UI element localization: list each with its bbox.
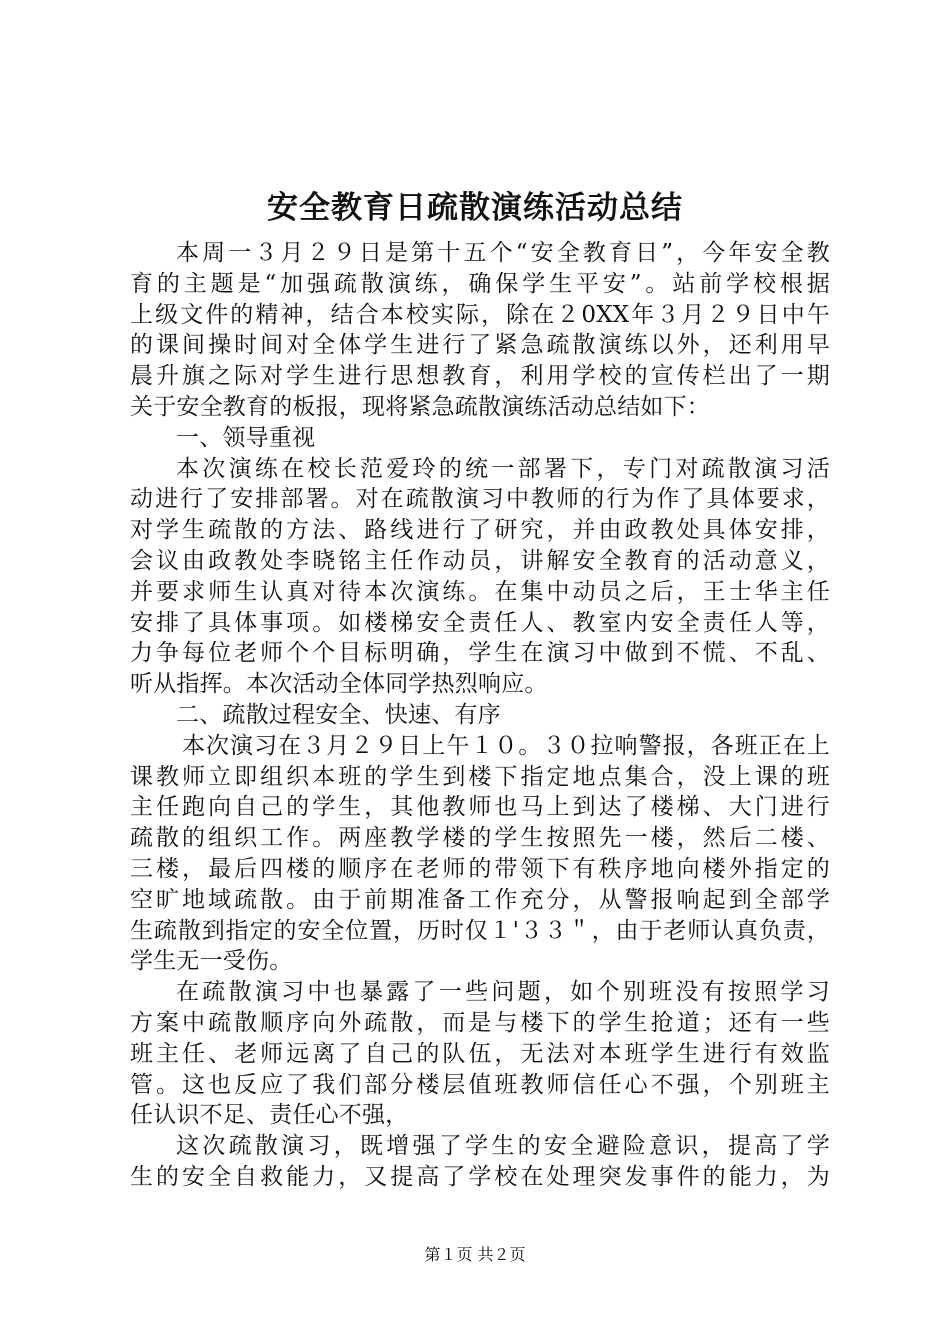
body-line: 班主任、老师远离了自己的队伍，无法对本班学生进行有效监: [130, 1040, 830, 1067]
body-line: 晨升旗之际对学生进行思想教育，利用学校的宣传栏出了一期: [130, 363, 830, 390]
page-footer: 第１页 共２页: [424, 1245, 526, 1264]
body-line: 这次疏散演习，既增强了学生的安全避险意识，提高了学: [176, 1133, 830, 1160]
body-line: 课教师立即组织本班的学生到楼下指定地点集合，没上课的班: [130, 763, 830, 790]
body-line: 对学生疏散的方法、路线进行了研究，并由政教处具体安排，: [130, 517, 830, 544]
body-line: 三楼，最后四楼的顺序在老师的带领下有秩序地向楼外指定的: [130, 855, 830, 882]
body-line: 在疏散演习中也暴露了一些问题，如个别班没有按照学习: [176, 979, 830, 1006]
body-line: 任认识不足、责任心不强，: [130, 1102, 409, 1129]
body-line: 管。这也反应了我们部分楼层值班教师信任心不强，个别班主: [130, 1071, 830, 1098]
section-heading: 二、疏散过程安全、快速、有序: [176, 701, 501, 728]
body-line: 生的安全自救能力，又提高了学校在处理突发事件的能力，为: [130, 1163, 830, 1190]
body-line: 听从指挥。本次活动全体同学热烈响应。: [130, 671, 548, 698]
body-line: 学生无一受伤。: [130, 948, 293, 975]
document-body: [130, 238, 830, 1193]
body-line: 育的主题是“加强疏散演练，确保学生平安”。站前学校根据: [130, 270, 830, 297]
document-title: 安全教育日疏散演练活动总结: [267, 190, 683, 226]
body-line: 会议由政教处李晓铭主任作动员，讲解安全教育的活动意义，: [130, 547, 830, 574]
body-line: 生疏散到指定的安全位置，历时仅１'３３＂，由于老师认真负责，: [130, 917, 830, 944]
body-line: 方案中疏散顺序向外疏散，而是与楼下的学生抢道；还有一些: [130, 1009, 830, 1036]
body-line: 本次演练在校长范爱玲的统一部署下，专门对疏散演习活: [176, 455, 830, 482]
body-line: 疏散的组织工作。两座教学楼的学生按照先一楼，然后二楼、: [130, 825, 830, 852]
body-line: 本周一３月２９日是第十五个“安全教育日”，今年安全教: [176, 240, 830, 266]
body-line: 力争每位老师个个目标明确，学生在演习中做到不慌、不乱、: [130, 640, 830, 667]
body-line: 动进行了安排部署。对在疏散演习中教师的行为作了具体要求，: [130, 486, 830, 513]
body-line: 空旷地域疏散。由于前期准备工作充分，从警报响起到全部学: [130, 886, 830, 913]
body-line: 本次演习在３月２９日上午１０。３０拉响警报，各班正在上: [182, 732, 830, 759]
body-line: 并要求师生认真对待本次演练。在集中动员之后，王士华主任: [130, 578, 830, 605]
body-line: 关于安全教育的板报，现将紧急疏散演练活动总结如下：: [130, 393, 710, 420]
section-heading: 一、领导重视: [176, 424, 316, 451]
body-line: 上级文件的精神，结合本校实际，除在２0XX年３月２９日中午: [130, 301, 830, 328]
body-line: 主任跑向自己的学生，其他教师也马上到达了楼梯、大门进行: [130, 794, 830, 821]
body-line: 的课间操时间对全体学生进行了紧急疏散演练以外，还利用早: [130, 332, 830, 359]
body-line: 安排了具体事项。如楼梯安全责任人、教室内安全责任人等，: [130, 609, 830, 636]
